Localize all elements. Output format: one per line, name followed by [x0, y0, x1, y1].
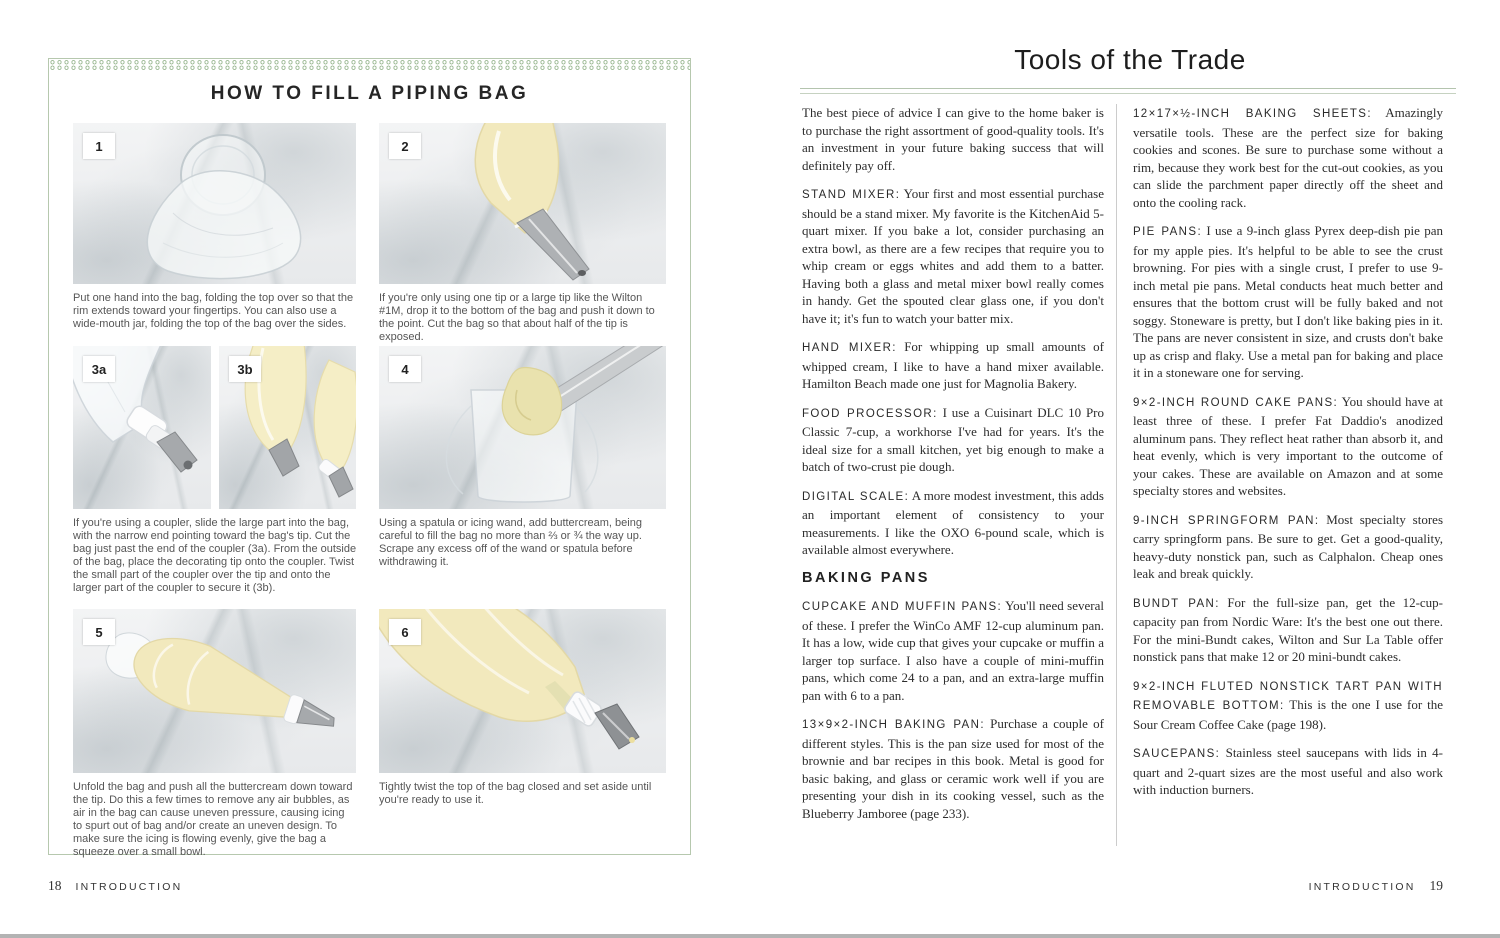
tool-body: I use a Cuisinart DLC 10 Pro Classic 7-cup, a workhorse I've had for years. It's the ideal size for a small kitchen, yet big enough to make a batch of two-crust pie dough.: [802, 404, 1104, 474]
tool-entry: [802, 597, 1104, 704]
step-number-badge: 2: [389, 133, 421, 159]
tool-entry: [1133, 511, 1443, 583]
tool-body: You'll need several of these. I prefer the WinCo AMF 12-cup aluminum pan. It has a low, wide cup that gives your cupcake or muffin a larger top surface. I also have a couple of mini-muffin pans, which come 24 to a pan, and an extra-large muffin pan with 6 to a pan.: [802, 598, 1104, 703]
intro-paragraph: The best piece of advice I can give to the home baker is to purchase the right assortment of good-quality tools. It's an investment in your future baking success that will definitely pay off.: [802, 105, 1104, 173]
tool-body: For whipping up small amounts of whipped cream, I like to have a hand mixer available. Hamilton Beach made one just for Magnolia Bakery.: [802, 339, 1105, 391]
tool-term: CUPCAKE AND MUFFIN PANS:: [802, 601, 1003, 613]
step-caption-3: If you're using a coupler, slide the large part into the bag, with the narrow end pointing toward the bag's tip. Cut the bag just past the end of the coupler (3a). From the outside of the bag, place the decorating tip onto the coupler. Twist the small part of the coupler over the tip and onto the larger part of the coupler to secure it (3b).: [73, 517, 357, 594]
tool-term: 9×2-INCH ROUND CAKE PANS:: [1133, 396, 1339, 409]
text-column-1: [802, 104, 1104, 833]
tool-body: I use a 9-inch glass Pyrex deep-dish pie pan for my apple pies. It's helpful to be able to see the crust browning. For pies with a single crust, I prefer to use 9-inch metal pie pans. Metal conducts heat much better and ensures that the bottom crust will be fully baked and not soggy. Stoneware is pretty, but I don't like baking pies in it. The pans are never consistent in size, and crusts don't bake up as crisp and flaky. Use a metal pan for baking and place it in a stoneware one for serving.: [1133, 223, 1443, 380]
right-page-footer: [1309, 878, 1443, 894]
spatula-filling-bag-illustration: [379, 346, 666, 509]
tool-entry: [802, 487, 1104, 559]
tool-entry: [802, 338, 1104, 393]
tool-body: For the full-size pan, get the 12-cup-capacity pan from Nordic Ware: It's the best one out there. For the mini-Bundt cakes, Wilton and Sur La Table offer nonstick pans that make 12 or 20 mini-bundt cakes.: [1133, 594, 1444, 664]
tool-entry: [1133, 222, 1443, 382]
step-caption-1: Put one hand into the bag, folding the top over so that the rim extends toward your fingertips. You can also use a wide-mouth jar, folding the top of the bag over the sides.: [73, 292, 354, 330]
step-caption-4: Using a spatula or icing wand, add buttercream, being careful to fill the bag no more than ⅔ or ¾ the way up. Scrape any excess off of the wand or spatula before withdrawing it.: [379, 517, 642, 568]
step-number-badge: 3b: [229, 356, 261, 382]
step-photo-3a: [73, 346, 211, 509]
tool-body: Amazingly versatile tools. These are the perfect size for baking cookies and scones. Be sure to purchase some without a rim, because they work best for the cut-out cookies, as you can slide the parchment paper directly off the sheet and onto the cooling rack.: [1133, 105, 1443, 210]
section-label: INTRODUCTION: [75, 881, 183, 893]
text-column-2: [1133, 104, 1443, 810]
step-photo-5: [73, 609, 356, 773]
tool-body: Most specialty stores carry springform pans. Be sure to get. Get a good-quality, heavy-duty nonstick pan, such as Calphalon. Cheap ones leak and break quickly.: [1133, 511, 1444, 581]
tool-entry: [1133, 104, 1443, 211]
page-number: 19: [1429, 878, 1443, 893]
tool-term: STAND MIXER:: [802, 189, 901, 201]
tool-term: PIE PANS:: [1133, 226, 1203, 238]
tool-term: DIGITAL SCALE:: [802, 490, 910, 503]
filled-piping-bag-illustration: [379, 123, 666, 284]
tool-entry: [802, 185, 1104, 327]
tool-term: 12×17×½-INCH BAKING SHEETS:: [1133, 108, 1372, 120]
tool-term: BUNDT PAN:: [1133, 597, 1220, 610]
tool-term: 9-INCH SPRINGFORM PAN:: [1133, 514, 1320, 527]
step-caption-2: If you're only using one tip or a large tip like the Wilton #1M, drop it to the bottom of the bag and push it down to the point. Cut the bag so that about half of the tip is exposed.: [379, 292, 655, 343]
tool-entry: [802, 404, 1104, 476]
step-photo-1: [73, 123, 356, 284]
step-number-badge: 4: [389, 356, 421, 382]
tool-body: Your first and most essential purchase should be a stand mixer. My favorite is the KitchenAid 5-quart mixer. If you bake a lot, consider purchasing an extra bowl, as there are a few recipes that require you to whip cream or eggs whites and add them to a batter. Having both a glass and metal mixer bowl really comes in handy. Get the spouted clear glass one, if you don't have it; it's fun to watch your batter mix.: [802, 186, 1105, 326]
step-caption-5: Unfold the bag and push all the buttercream down toward the tip. Do this a few times to remove any air bubbles, as air in the bag can cause uneven pressure, causing icing to spurt out of bag and/or create an uneven design. To make sure the icing is flowing evenly, give the bag a squeeze over a small bowl.: [73, 781, 353, 858]
step-number-badge: 3a: [83, 356, 115, 382]
step-photo-2: [379, 123, 666, 284]
left-page-frame: [48, 58, 691, 858]
step-photo-6: [379, 609, 666, 773]
page-bottom-edge: [0, 934, 1500, 938]
tool-body: A more modest investment, this adds an important element of consistency to your measurements. I like the OXO 6-pound scale, which is available almost everywhere.: [802, 487, 1104, 557]
tool-term: SAUCEPANS:: [1133, 748, 1221, 760]
tool-entry: [802, 715, 1104, 822]
right-page-title: Tools of the Trade: [1014, 44, 1246, 75]
tool-body: This is the one I use for the Sour Cream Coffee Cake (page 198).: [1133, 697, 1443, 732]
tool-term: HAND MIXER:: [802, 342, 897, 354]
tool-body: You should have at least three of these. I prefer Fat Daddio's anodized aluminum pans. They reflect heat rather than absorb it, and heat evenly, which is very important to the outcome of your cakes. These are available on Amazon and at some specialty stores and websites.: [1133, 393, 1443, 498]
column-divider: [1116, 104, 1117, 846]
section-label: INTRODUCTION: [1308, 881, 1416, 893]
double-rule: [800, 88, 1456, 94]
right-page: [800, 0, 1460, 938]
step-photo-4: [379, 346, 666, 509]
twisted-bag-illustration: [73, 609, 356, 773]
step-number-badge: 1: [83, 133, 115, 159]
step-photo-3b: [219, 346, 356, 509]
tool-body: Purchase a couple of different styles. This is the pan size used for most of the brownie and bar recipes in this book. Metal is good for basic baking, and glass or ceramic work well if you are presenting your dish in its cooking vessel, such as the Blueberry Jamboree (page 233).: [802, 716, 1104, 821]
tool-term: 9×2-INCH FLUTED NONSTICK TART PAN WITH REMOVABLE BOTTOM:: [1133, 680, 1443, 712]
baking-pans-heading: BAKING PANS: [802, 569, 930, 586]
tool-entry: [1133, 594, 1443, 666]
decorative-loop-trim: [49, 59, 690, 71]
piping-bag-in-jar-illustration: [73, 123, 356, 284]
left-page-title: HOW TO FILL A PIPING BAG: [210, 83, 529, 104]
tool-entry: [1133, 744, 1443, 799]
step-number-badge: 6: [389, 619, 421, 645]
tool-term: FOOD PROCESSOR:: [802, 407, 938, 420]
tool-entry: [1133, 677, 1443, 734]
left-page-footer: [48, 878, 182, 894]
closed-bag-illustration: [379, 609, 666, 773]
step-number-badge: 5: [83, 619, 115, 645]
tool-entry: [1133, 393, 1443, 500]
step-caption-6: Tightly twist the top of the bag closed and set aside until you're ready to use it.: [379, 781, 652, 806]
tool-term: 13×9×2-INCH BAKING PAN:: [802, 719, 985, 731]
page-number: 18: [48, 878, 62, 893]
tool-body: Stainless steel saucepans with lids in 4-quart and 2-quart sizes are the most useful and also work with induction burners.: [1133, 745, 1443, 797]
